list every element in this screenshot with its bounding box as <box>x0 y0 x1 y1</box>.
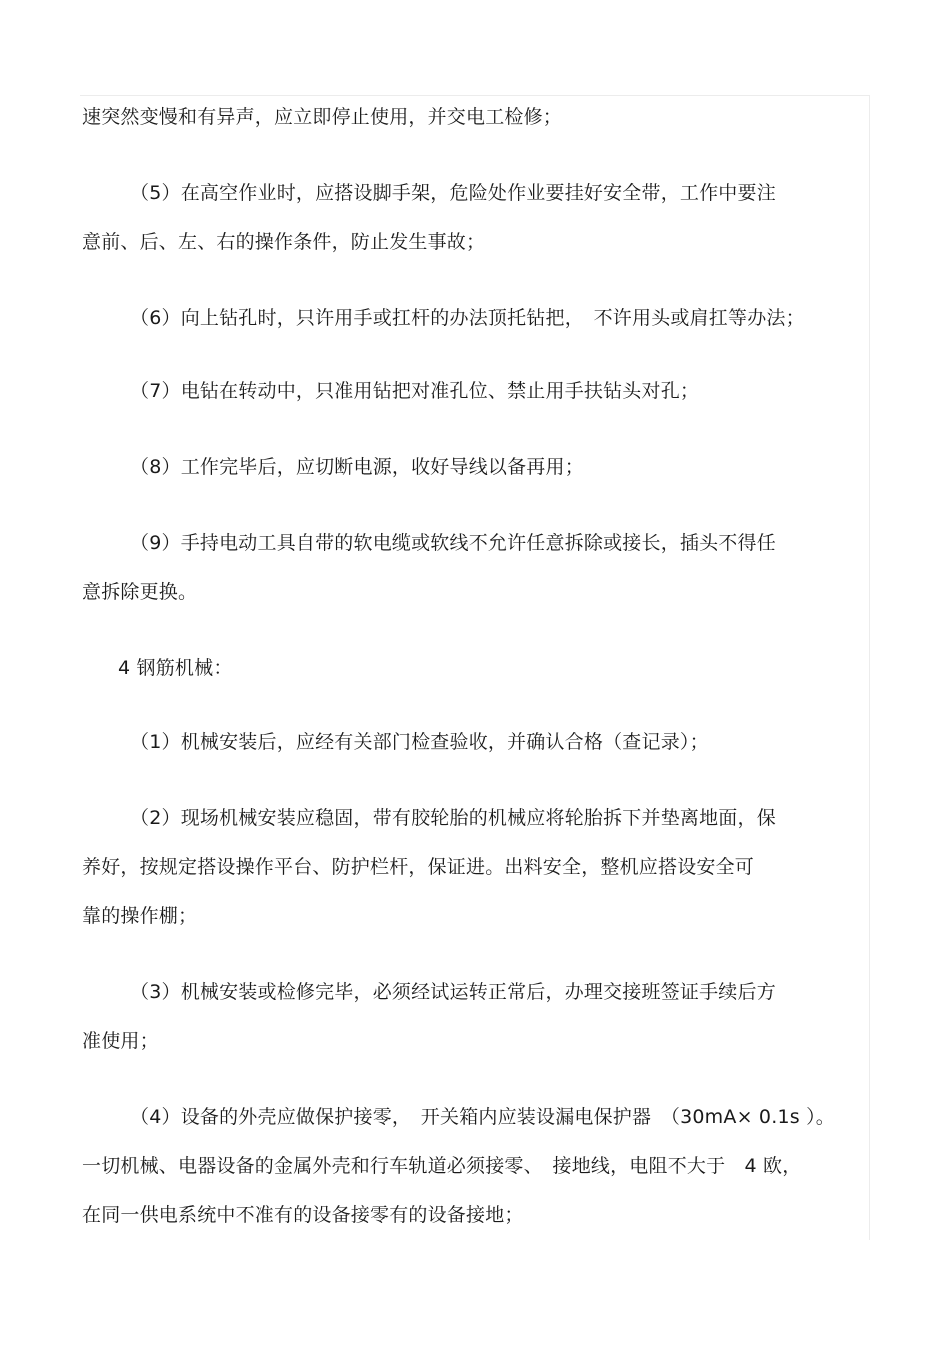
rebar-item-2-line-2: 养好，按规定搭设操作平台、防护栏杆，保证进。出料安全，整机应搭设安全可 <box>82 856 755 878</box>
rebar-item-2-line-3: 靠的操作棚； <box>82 905 198 927</box>
item-7-line: （7）电钻在转动中，只准用钻把对准孔位、禁止用手扶钻头对孔； <box>130 380 700 402</box>
rebar-item-4-line-2: 一切机械、电器设备的金属外壳和行车轨道必须接零、 接地线，电阻不大于 4 欧， <box>82 1155 802 1177</box>
rebar-item-1-line: （1）机械安装后，应经有关部门检查验收，并确认合格（查记录）； <box>130 731 709 753</box>
item-9-line-2: 意拆除更换。 <box>82 581 198 603</box>
section-heading: 4 钢筋机械： <box>118 657 233 679</box>
item-6-line: （6）向上钻孔时，只许用手或扛杆的办法顶托钻把， 不许用头或肩扛等办法； <box>130 307 805 329</box>
item-9-line-1: （9）手持电动工具自带的软电缆或软线不允许任意拆除或接长，插头不得任 <box>130 532 776 554</box>
item-5-line-1: （5）在高空作业时，应搭设脚手架，危险处作业要挂好安全带，工作中要注 <box>130 182 776 204</box>
page-frame-right <box>869 95 870 1240</box>
rebar-item-4-line-3: 在同一供电系统中不准有的设备接零有的设备接地； <box>82 1204 524 1226</box>
rebar-item-2-line-1: （2）现场机械安装应稳固，带有胶轮胎的机械应将轮胎拆下并垫离地面，保 <box>130 807 776 829</box>
rebar-item-3-line-1: （3）机械安装或检修完毕，必须经试运转正常后，办理交接班签证手续后方 <box>130 981 776 1003</box>
rebar-item-3-line-2: 准使用； <box>82 1030 159 1052</box>
item-5-line-2: 意前、后、左、右的操作条件，防止发生事故； <box>82 231 486 253</box>
item-8-line: （8）工作完毕后，应切断电源，收好导线以备再用； <box>130 456 584 478</box>
page-frame-top <box>80 95 870 96</box>
rebar-item-4-line-1: （4）设备的外壳应做保护接零， 开关箱内应装设漏电保护器 （30mA× 0.1s ）。 <box>130 1106 835 1128</box>
text-line: 速突然变慢和有异声，应立即停止使用，并交电工检修； <box>82 106 563 128</box>
